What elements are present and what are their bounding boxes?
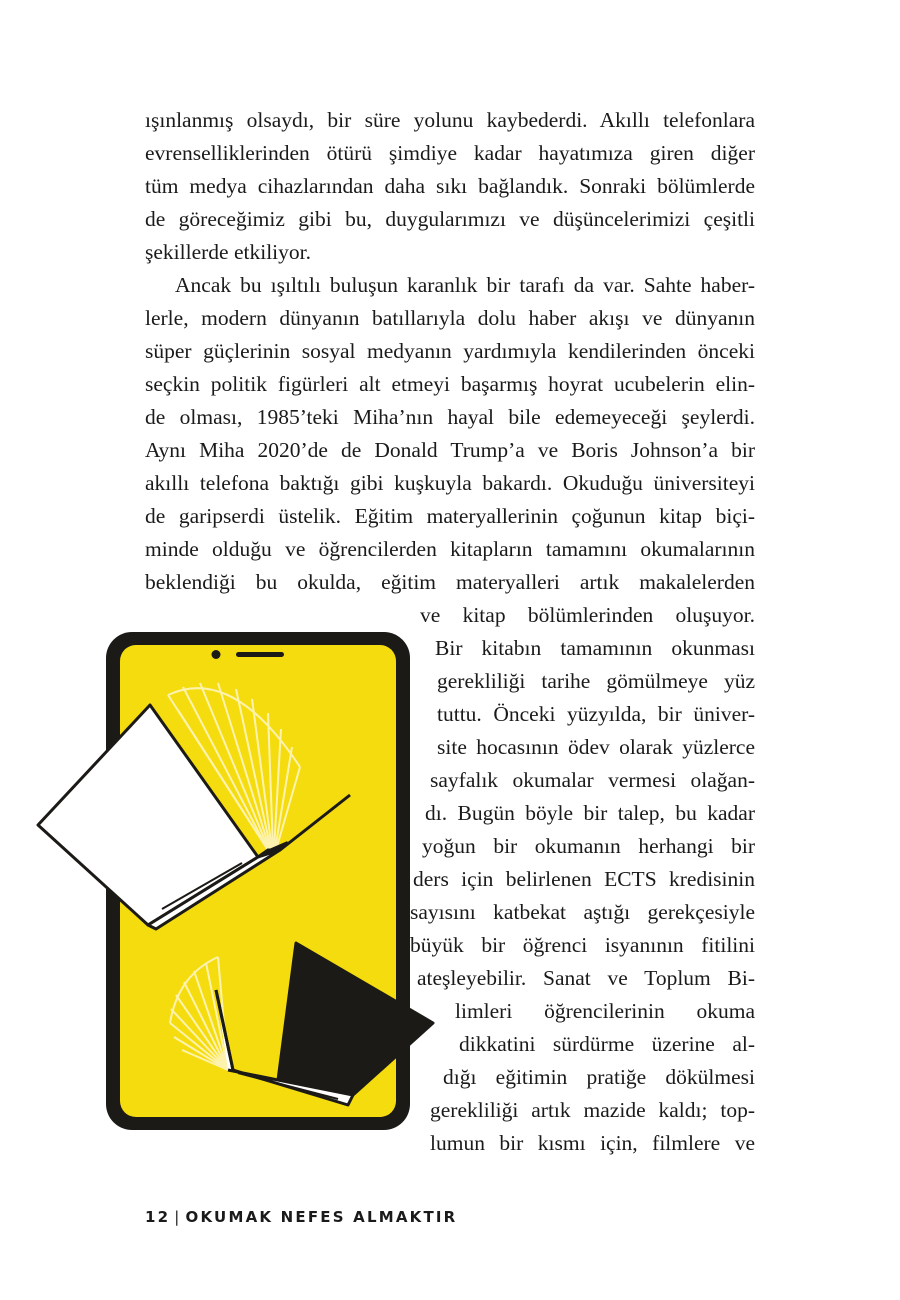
- text-line: akıllı telefona baktığı gibi kuşkuyla bakardı. Okuduğu üniversiteyi: [145, 471, 755, 495]
- book-title: OKUMAK NEFES ALMAKTIR: [185, 1208, 458, 1226]
- text-line: yoğun bir okumanın herhangi bir: [422, 834, 755, 858]
- text-line: site hocasının ödev olarak yüzlerce: [437, 735, 755, 759]
- text-line: Ancak bu ışıltılı buluşun karanlık bir tarafı da var. Sahte haber-: [175, 273, 755, 297]
- page-number: 12: [145, 1208, 171, 1226]
- text-line: Bir kitabın tamamının okunması: [435, 636, 755, 660]
- text-line: gerekliliği artık mazide kaldı; top-: [430, 1098, 755, 1122]
- text-line: de olması, 1985’teki Miha’nın hayal bile edemeyeceği şeylerdi.: [145, 405, 755, 429]
- text-line: evrenselliklerinden ötürü şimdiye kadar hayatımıza giren diğer: [145, 141, 755, 165]
- text-line: lumun bir kısmı için, filmlere ve: [430, 1131, 755, 1155]
- text-line: sayfalık okumalar vermesi olağan-: [430, 768, 755, 792]
- text-line: beklendiği bu okulda, eğitim materyalleri artık makalelerden: [145, 570, 755, 594]
- text-line: ateşleyebilir. Sanat ve Toplum Bi-: [417, 966, 755, 990]
- phone-speaker: [236, 652, 284, 657]
- text-line: de garipserdi üstelik. Eğitim materyallerinin çoğunun kitap biçi-: [145, 504, 755, 528]
- text-line: lerle, modern dünyanın batıllarıyla dolu haber akışı ve dünyanın: [145, 306, 755, 330]
- text-line: Aynı Miha 2020’de de Donald Trump’a ve Boris Johnson’a bir: [145, 438, 755, 462]
- phone-camera: [212, 650, 221, 659]
- text-line: süper güçlerinin sosyal medyanın yardımıyla kendilerinden önceki: [145, 339, 755, 363]
- page-footer: [145, 1208, 457, 1226]
- text-line: dığı eğitimin pratiğe dökülmesi: [443, 1065, 755, 1089]
- text-line: limleri öğrencilerinin okuma: [455, 999, 755, 1023]
- text-line: seçkin politik figürleri alt etmeyi başarmış hoyrat ucubelerin elin-: [145, 372, 755, 396]
- text-line: gerekliliği tarihe gömülmeye yüz: [437, 669, 755, 693]
- text-line: büyük bir öğrenci isyanının fitilini: [410, 933, 755, 957]
- text-line: ışınlanmış olsaydı, bir süre yolunu kaybederdi. Akıllı telefonlara: [145, 108, 755, 132]
- text-line: tuttu. Önceki yüzyılda, bir üniver-: [437, 702, 755, 726]
- text-line: dı. Bugün böyle bir talep, bu kadar: [425, 801, 755, 825]
- text-line: ders için belirlenen ECTS kredisinin: [413, 867, 755, 891]
- text-line: ve kitap bölümlerinden oluşuyor.: [420, 603, 755, 627]
- text-line: sayısını katbekat aştığı gerekçesiyle: [410, 900, 755, 924]
- smartphone-with-books-icon: [28, 625, 448, 1135]
- text-line: minde olduğu ve öğrencilerden kitapların tamamını okumalarının: [145, 537, 755, 561]
- text-line: şekillerde etkiliyor.: [145, 240, 311, 264]
- text-line: tüm medya cihazlarından daha sıkı bağlandık. Sonraki bölümlerde: [145, 174, 755, 198]
- text-line: de göreceğimiz gibi bu, duygularımızı ve düşüncelerimizi çeşitli: [145, 207, 755, 231]
- text-line: dikkatini sürdürme üzerine al-: [459, 1032, 755, 1056]
- footer-separator: |: [174, 1208, 182, 1226]
